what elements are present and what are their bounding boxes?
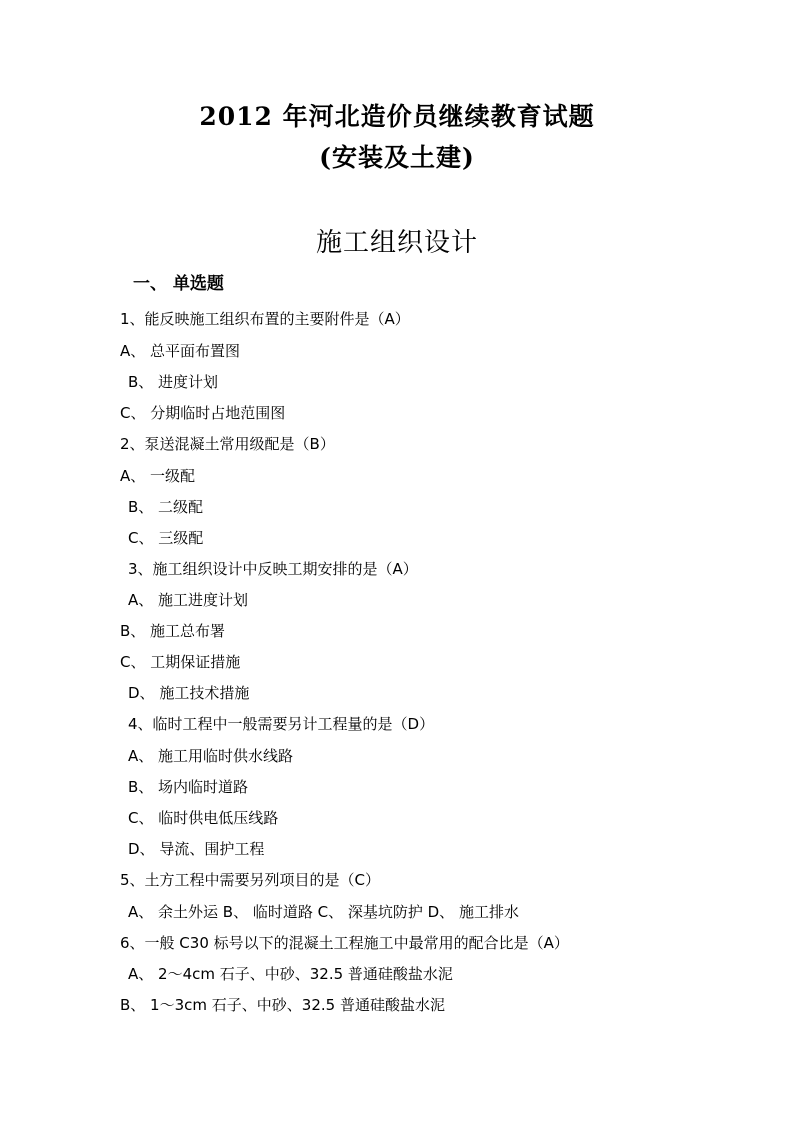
- question-3: 3、施工组织设计中反映工期安排的是（A）: [128, 560, 418, 578]
- option-line: C、 临时供电低压线路: [128, 809, 279, 827]
- question-5: 5、土方工程中需要另列项目的是（C）: [120, 871, 381, 889]
- option-line: C、 分期临时占地范围图: [120, 404, 286, 422]
- option-line: C、 三级配: [128, 529, 204, 547]
- option-line: A、 2～4cm 石子、中砂、32.5 普通硅酸盐水泥: [128, 965, 453, 983]
- question-6: 6、一般 C30 标号以下的混凝土工程施工中最常用的配合比是（A）: [120, 934, 569, 952]
- chapter-heading: 施工组织设计: [315, 228, 478, 258]
- option-line: B、 进度计划: [128, 373, 219, 391]
- option-line: B、 二级配: [128, 498, 204, 516]
- section-heading: 一、 单选题: [133, 274, 224, 294]
- option-line: A、 施工用临时供水线路: [128, 747, 294, 765]
- option-line: D、 施工技术措施: [128, 684, 250, 702]
- option-line: A、 一级配: [120, 467, 196, 485]
- option-line: A、 施工进度计划: [128, 591, 249, 609]
- option-line: A、 总平面布置图: [120, 342, 241, 360]
- option-line: B、 施工总布署: [120, 622, 226, 640]
- option-line: A、 余土外运 B、 临时道路 C、 深基坑防护 D、 施工排水: [128, 903, 519, 921]
- question-4: 4、临时工程中一般需要另计工程量的是（D）: [128, 715, 435, 733]
- option-line: C、 工期保证措施: [120, 653, 241, 671]
- document-subtitle: (安装及土建): [319, 143, 475, 172]
- question-1: 1、能反映施工组织布置的主要附件是（A）: [120, 310, 410, 328]
- option-line: B、 1～3cm 石子、中砂、32.5 普通硅酸盐水泥: [120, 996, 445, 1014]
- option-line: B、 场内临时道路: [128, 778, 249, 796]
- option-line: D、 导流、围护工程: [128, 840, 265, 858]
- document-title: 2012 年河北造价员继续教育试题: [199, 102, 595, 131]
- question-2: 2、泵送混凝土常用级配是（B）: [120, 435, 335, 453]
